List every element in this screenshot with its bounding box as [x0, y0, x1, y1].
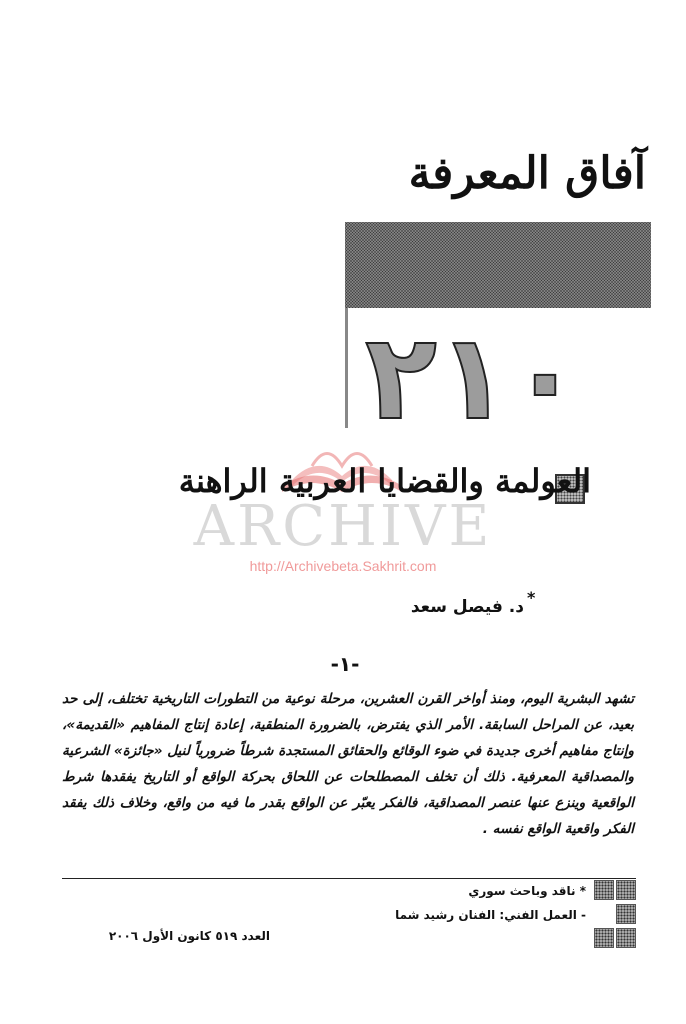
author-name: د. فيصل سعد: [410, 597, 524, 617]
footnote-squares: [594, 880, 636, 950]
halftone-banner: [345, 222, 651, 308]
footnote-artwork-credit: - العمل الفني: الفنان رشيد شما: [395, 908, 586, 922]
article-title: العولمة والقضايا العربية الراهنة: [178, 462, 591, 500]
watermark-url: http://Archivebeta.Sakhrit.com: [249, 558, 437, 574]
body-paragraph: تشهد البشرية اليوم، ومنذ أواخر القرن العشرين، مرحلة نوعية من التطورات التاريخية تختلف، إلى حد بعيد، عن المراحل السابقة. الأمر الذي يفترض، بالضرورة المنطقية، إعادة إنتاج المفاهيم «القديمة»، وإنتاج مفاهيم أخرى جديدة في ضوء الوقائع والحقائق المستجدة شرطاً ضرورياً لنيل «جائزة» الشرعية والمصداقية المعرفية. ذلك أن تخلف المصطلحات عن اللحاق بحركة الواقع أو التاريخ يفقدها شرط الواقعية وينزع عنها عنصر المصداقية، فالفكر يعبّر عن الواقع بقدر ما فيه من واقع، وخلاف ذلك يفقد الفكر واقعية الواقع نفسه .: [62, 691, 634, 837]
footnote-author-bio: * ناقد وباحث سوري: [468, 884, 586, 898]
banner-edge: [345, 308, 348, 428]
section-number: -١-: [330, 652, 360, 676]
footnote-divider: [62, 878, 636, 879]
series-number: ٢١٠: [365, 308, 582, 446]
author-footnote-marker: *: [527, 588, 536, 607]
watermark-brand: ARCHIVE: [193, 494, 493, 559]
series-title: آفاق المعرفة: [408, 148, 646, 199]
issue-info: العدد ٥١٩ كانون الأول ٢٠٠٦: [108, 929, 270, 943]
